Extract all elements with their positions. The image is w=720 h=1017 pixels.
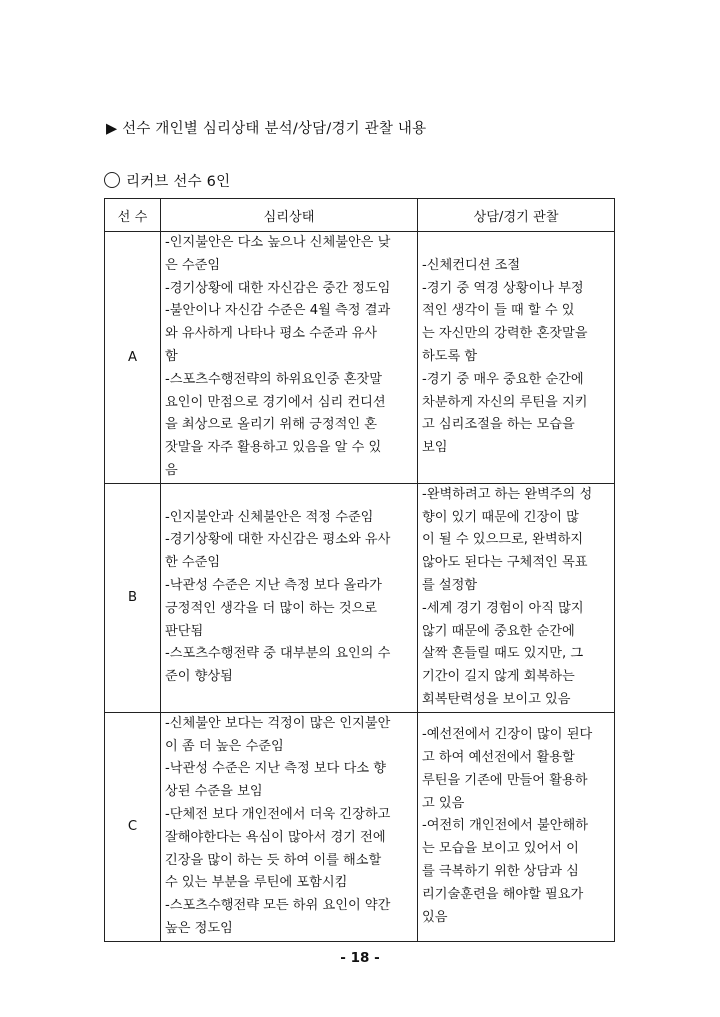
- table-row: [105, 232, 615, 484]
- circle-bullet-icon: [104, 172, 120, 188]
- header-counsel-observation: 상담/경기 관찰: [418, 199, 615, 232]
- psych-state-cell: -신체불안 보다는 걱정이 많은 인지불안 이 좀 더 높은 수준임 -낙관성 수준은 지난 측정 보다 다소 향 상된 수준을 보임 -단체전 보다 개인전에서 더욱 긴장하고 잘해야한다는 욕심이 많아서 경기 전에 긴장을 많이 하는 듯 하여 이를 해소할 수 있는 부분을 루틴에 포함시킴 -스포츠수행전략 모든 하위 요인이 약간 높은 정도임: [161, 712, 418, 941]
- psych-state-cell: -인지불안은 다소 높으나 신체불안은 낮 은 수준임 -경기상황에 대한 자신감은 중간 정도임 -불안이나 자신감 수준은 4월 측정 결과 와 유사하게 나타나 평소 수준과 유사 함 -스포츠수행전략의 하위요인중 혼잣말 요인이 만점으로 경기에서 심리 컨디션 을 최상으로 올리기 위해 긍정적인 혼 잣말을 자주 활용하고 있음을 알 수 있 음: [161, 232, 418, 484]
- counsel-cell: -완벽하려고 하는 완벽주의 성 향이 있기 때문에 긴장이 많 이 될 수 있으므로, 완벽하지 않아도 된다는 구체적인 목표 를 설정함 -세계 경기 경험이 아직 많지 않기 때문에 중요한 순간에 살짝 흔들릴 때도 있지만, 그 기간이 길지 않게 회복하는 회복탄력성을 보이고 있음: [418, 483, 615, 712]
- header-psych-state: 심리상태: [161, 199, 418, 232]
- table-row: [105, 712, 615, 941]
- counsel-cell: -신체컨디션 조절 -경기 중 역경 상황이나 부정 적인 생각이 들 때 할 수 있 는 자신만의 강력한 혼잣말을 하도록 함 -경기 중 매우 중요한 순간에 차분하게 자신의 루틴을 지키 고 심리조절을 하는 모습을 보임: [418, 232, 615, 484]
- table-header-row: [105, 199, 615, 232]
- player-id: B: [105, 483, 161, 712]
- page-number: - 18 -: [340, 950, 380, 966]
- player-id: C: [105, 712, 161, 941]
- table-row: [105, 483, 615, 712]
- section-heading: ▶ 선수 개인별 심리상태 분석/상담/경기 관찰 내용: [106, 121, 427, 137]
- header-player: 선 수: [105, 199, 161, 232]
- psych-state-cell: -인지불안과 신체불안은 적정 수준임 -경기상황에 대한 자신감은 평소와 유사 한 수준임 -낙관성 수준은 지난 측정 보다 올라가 긍정적인 생각을 더 많이 하는 것으로 판단됨 -스포츠수행전략 중 대부분의 요인의 수 준이 향상됨: [161, 483, 418, 712]
- subsection-title: 리커브 선수 6인: [126, 174, 231, 190]
- player-analysis-table: [104, 198, 615, 942]
- player-id: A: [105, 232, 161, 484]
- subsection-heading: [104, 170, 230, 191]
- counsel-cell: -예선전에서 긴장이 많이 된다 고 하여 예선전에서 활용할 루틴을 기존에 만들어 활용하 고 있음 -여전히 개인전에서 불안해하 는 모습을 보이고 있어서 이 를 극복하기 위한 상담과 심 리기술훈련을 해야할 필요가 있음: [418, 712, 615, 941]
